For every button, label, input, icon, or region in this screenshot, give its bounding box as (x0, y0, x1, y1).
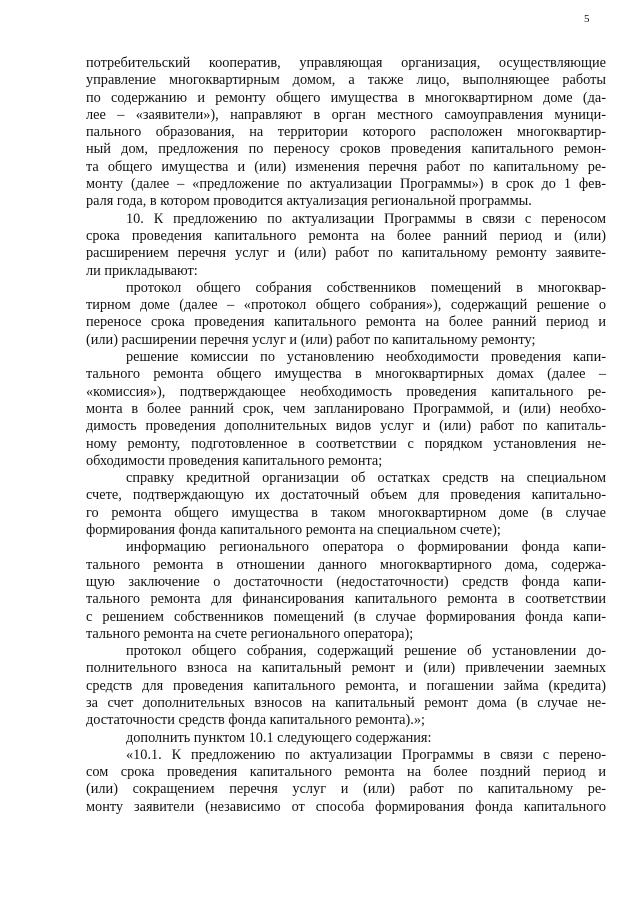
text-line: с решением собственников помещений (в случае формирования фонда капи- (86, 608, 606, 625)
text-line: раля года, в котором проводится актуализация региональной программы. (86, 193, 532, 210)
text-line: средств для проведения капитального ремонта, и погашении займа (кредита) (86, 677, 606, 694)
text-line: потребительский кооператив, управляющая организация, осуществляющие (86, 55, 606, 71)
text-line: по содержанию и ремонту общего имущества в многоквартирном доме (да- (86, 89, 606, 106)
text-line: тирном доме (далее – «протокол общего собрания»), содержащий решение о (86, 297, 606, 314)
text-line: монту (далее – «предложение по актуализации Программы») в срок до 1 фев- (86, 176, 606, 193)
text-line: достаточности средств фонда капитального ремонта).»; (86, 712, 425, 729)
text-line: (или) расширении перечня услуг и (или) работ по капитальному ремонту; (86, 331, 536, 348)
text-line: информацию регионального оператора о формировании фонда капи- (126, 539, 606, 556)
text-line: тального ремонта для финансирования капитального ремонта в соответствии (86, 591, 606, 608)
text-line: управление многоквартирным домом, а также лицо, выполняющее работы (86, 72, 606, 89)
text-line: протокол общего собрания собственников помещений в многоквар- (126, 279, 606, 296)
text-line: «комиссия»), подтверждающее необходимость проведения капитального ре- (86, 383, 606, 400)
text-line: 10. К предложению по актуализации Программы в связи с переносом (126, 210, 606, 227)
text-line: щую заключение о достаточности (недостаточности) средств фонда капи- (86, 573, 606, 590)
text-line: тального ремонта на счете регионального оператора); (86, 625, 414, 642)
text-line: справку кредитной организации об остатках средств на специальном (126, 470, 606, 487)
text-line: счете, подтверждающую их достаточный объем для проведения капитально- (86, 487, 606, 504)
text-line: димость проведения дополнительных видов услуг и (или) работ по капиталь- (86, 418, 606, 435)
document-body (86, 55, 606, 816)
text-line: расширением перечня услуг и (или) работ по капитальному ремонту заявите- (86, 245, 606, 262)
text-line: обходимости проведения капитального ремонта; (86, 452, 383, 469)
text-line: «10.1. К предложению по актуализации Программы в связи с перено- (126, 746, 606, 763)
text-line: дополнить пунктом 10.1 следующего содержания: (126, 729, 432, 746)
text-line: (или) сокращением перечня услуг и (или) работ по капитальному ре- (86, 781, 606, 798)
text-line: решение комиссии по установлению необходимости проведения капи- (126, 349, 606, 366)
text-line: переносе срока проведения капитального ремонта на более ранний период и (86, 314, 606, 331)
text-line: ли прикладывают: (86, 262, 198, 279)
text-line: тального ремонта в отношении данного многоквартирного дома, содержа- (86, 556, 606, 573)
text-line: ному ремонту, подготовленное в соответствии с порядком установления не- (86, 435, 606, 452)
text-line: за счет дополнительных взносов на капитальный ремонт дома (в случае не- (86, 694, 606, 711)
text-line: формирования фонда капитального ремонта на специальном счете); (86, 522, 501, 539)
text-line: срока проведения капитального ремонта на более ранний период и (или) (86, 227, 606, 244)
text-line: пального образования, на территории которого расположен многоквартир- (86, 124, 606, 141)
text-line: монту заявители (независимо от способа формирования фонда капитального (86, 798, 606, 815)
text-line: монта в более ранний срок, чем запланировано Программой, и (или) необхо- (86, 400, 606, 417)
page-number: 5 (584, 13, 590, 25)
text-line: тального ремонта общего имущества в многоквартирных домах (далее – (86, 366, 606, 383)
text-line: го ремонта общего имущества в таком многоквартирном доме (в случае (86, 504, 606, 521)
text-line: ный дом, предложения по переносу сроков проведения капитального ремон- (86, 141, 606, 158)
text-line: лее – «заявители»), направляют в орган местного самоуправления муници- (86, 106, 606, 123)
text-line: та общего имущества и (или) изменения перечня работ по капитальному ре- (86, 158, 606, 175)
text-line: протокол общего собрания, содержащий решение об установлении до- (126, 643, 606, 660)
text-line: полнительного взноса на капитальный ремонт и (или) привлечении заемных (86, 660, 606, 677)
text-line: сом срока проведения капитального ремонта на более поздний период и (86, 764, 606, 781)
